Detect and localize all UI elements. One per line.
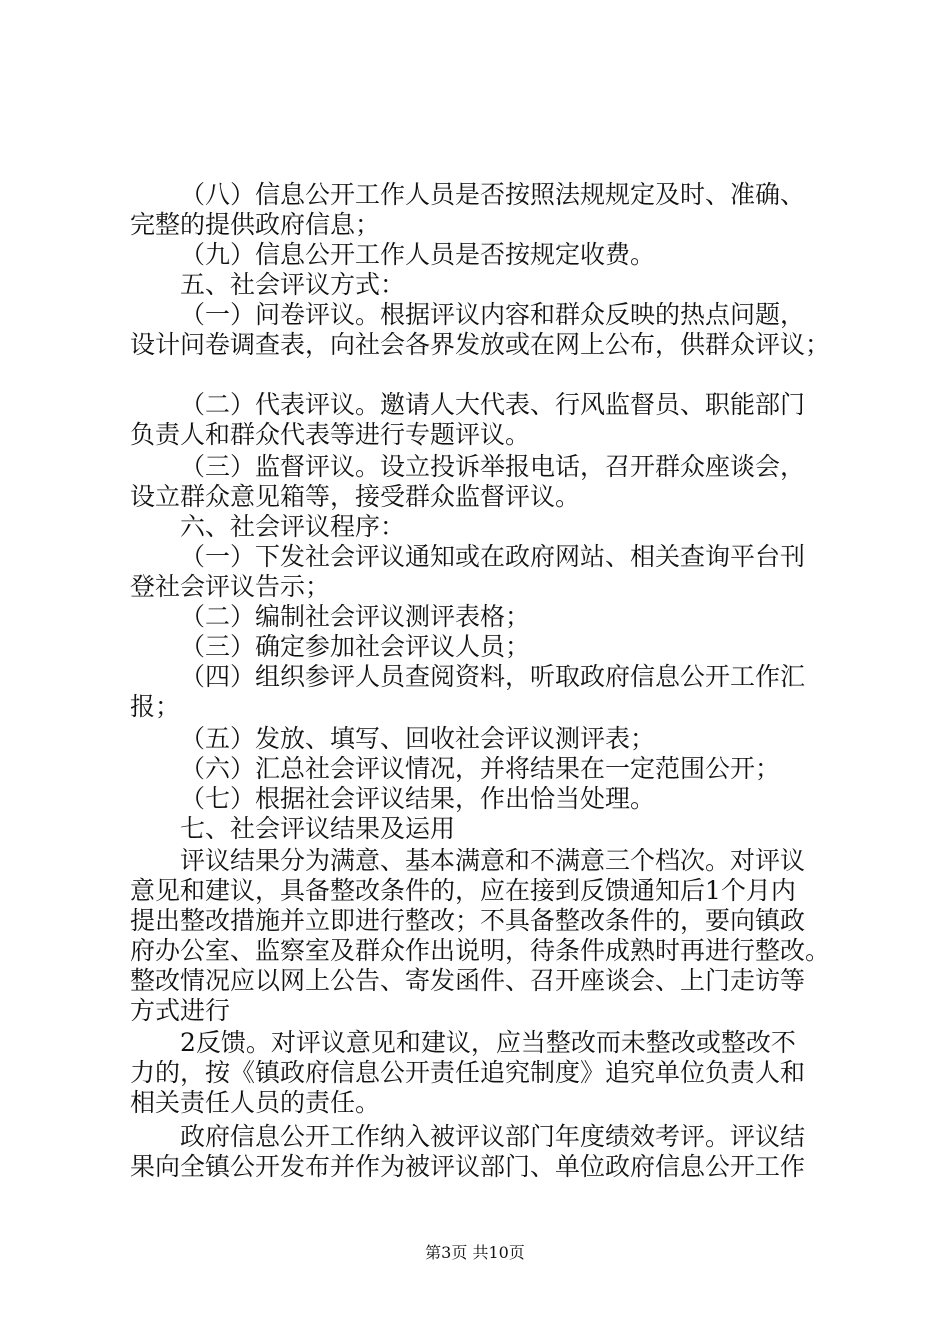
paragraph-line: 果向全镇公开发布并作为被评议部门、单位政府信息公开工作 bbox=[130, 1152, 806, 1181]
page-number-footer: 第3页 共10页 bbox=[425, 1243, 525, 1262]
paragraph-line: （六）汇总社会评议情况，并将结果在一定范围公开； bbox=[180, 754, 781, 783]
paragraph-line: （二）编制社会评议测评表格； bbox=[180, 602, 531, 631]
paragraph-line: （九）信息公开工作人员是否按规定收费。 bbox=[180, 240, 656, 269]
paragraph-line: 设立群众意见箱等，接受群众监督评议。 bbox=[130, 482, 581, 511]
paragraph-line: （一）下发社会评议通知或在政府网站、相关查询平台刊 bbox=[180, 542, 806, 571]
paragraph-line: 2反馈。对评议意见和建议，应当整改而未整改或整改不 bbox=[180, 1028, 796, 1057]
paragraph-line: 整改情况应以网上公告、寄发函件、召开座谈会、上门走访等 bbox=[130, 966, 806, 995]
paragraph-line: 意见和建议，具备整改条件的，应在接到反馈通知后1个月内 bbox=[130, 876, 796, 905]
paragraph-line: （三）确定参加社会评议人员； bbox=[180, 632, 531, 661]
section-heading: 七、社会评议结果及运用 bbox=[180, 814, 456, 843]
paragraph-line: （三）监督评议。设立投诉举报电话，召开群众座谈会， bbox=[180, 452, 806, 481]
paragraph-line: （二）代表评议。邀请人大代表、行风监督员、职能部门 bbox=[180, 390, 806, 419]
paragraph-line: 提出整改措施并立即进行整改；不具备整改条件的，要向镇政 bbox=[130, 906, 806, 935]
paragraph-line: （七）根据社会评议结果，作出恰当处理。 bbox=[180, 784, 656, 813]
paragraph-line: 登社会评议告示； bbox=[130, 572, 331, 601]
paragraph-line: （五）发放、填写、回收社会评议测评表； bbox=[180, 724, 656, 753]
section-heading: 五、社会评议方式： bbox=[180, 270, 406, 299]
paragraph-line: 政府信息公开工作纳入被评议部门年度绩效考评。评议结 bbox=[180, 1122, 806, 1151]
paragraph-line: （四）组织参评人员查阅资料，听取政府信息公开工作汇 bbox=[180, 662, 806, 691]
paragraph-line: 负责人和群众代表等进行专题评议。 bbox=[130, 420, 531, 449]
paragraph-line: 报； bbox=[130, 692, 181, 721]
paragraph-line: （八）信息公开工作人员是否按照法规规定及时、准确、 bbox=[180, 180, 806, 209]
paragraph-line: 评议结果分为满意、基本满意和不满意三个档次。对评议 bbox=[180, 846, 806, 875]
paragraph-line: 完整的提供政府信息； bbox=[130, 210, 381, 239]
paragraph-line: 设计问卷调查表，向社会各界发放或在网上公布，供群众评议； bbox=[130, 330, 831, 359]
paragraph-line: 力的，按《镇政府信息公开责任追究制度》追究单位负责人和 bbox=[130, 1058, 806, 1087]
paragraph-line: 相关责任人员的责任。 bbox=[130, 1088, 381, 1117]
paragraph-line: （一）问卷评议。根据评议内容和群众反映的热点问题， bbox=[180, 300, 806, 329]
section-heading: 六、社会评议程序： bbox=[180, 512, 406, 541]
paragraph-line: 府办公室、监察室及群众作出说明，待条件成熟时再进行整改。 bbox=[130, 936, 831, 965]
paragraph-line: 方式进行 bbox=[130, 996, 231, 1025]
